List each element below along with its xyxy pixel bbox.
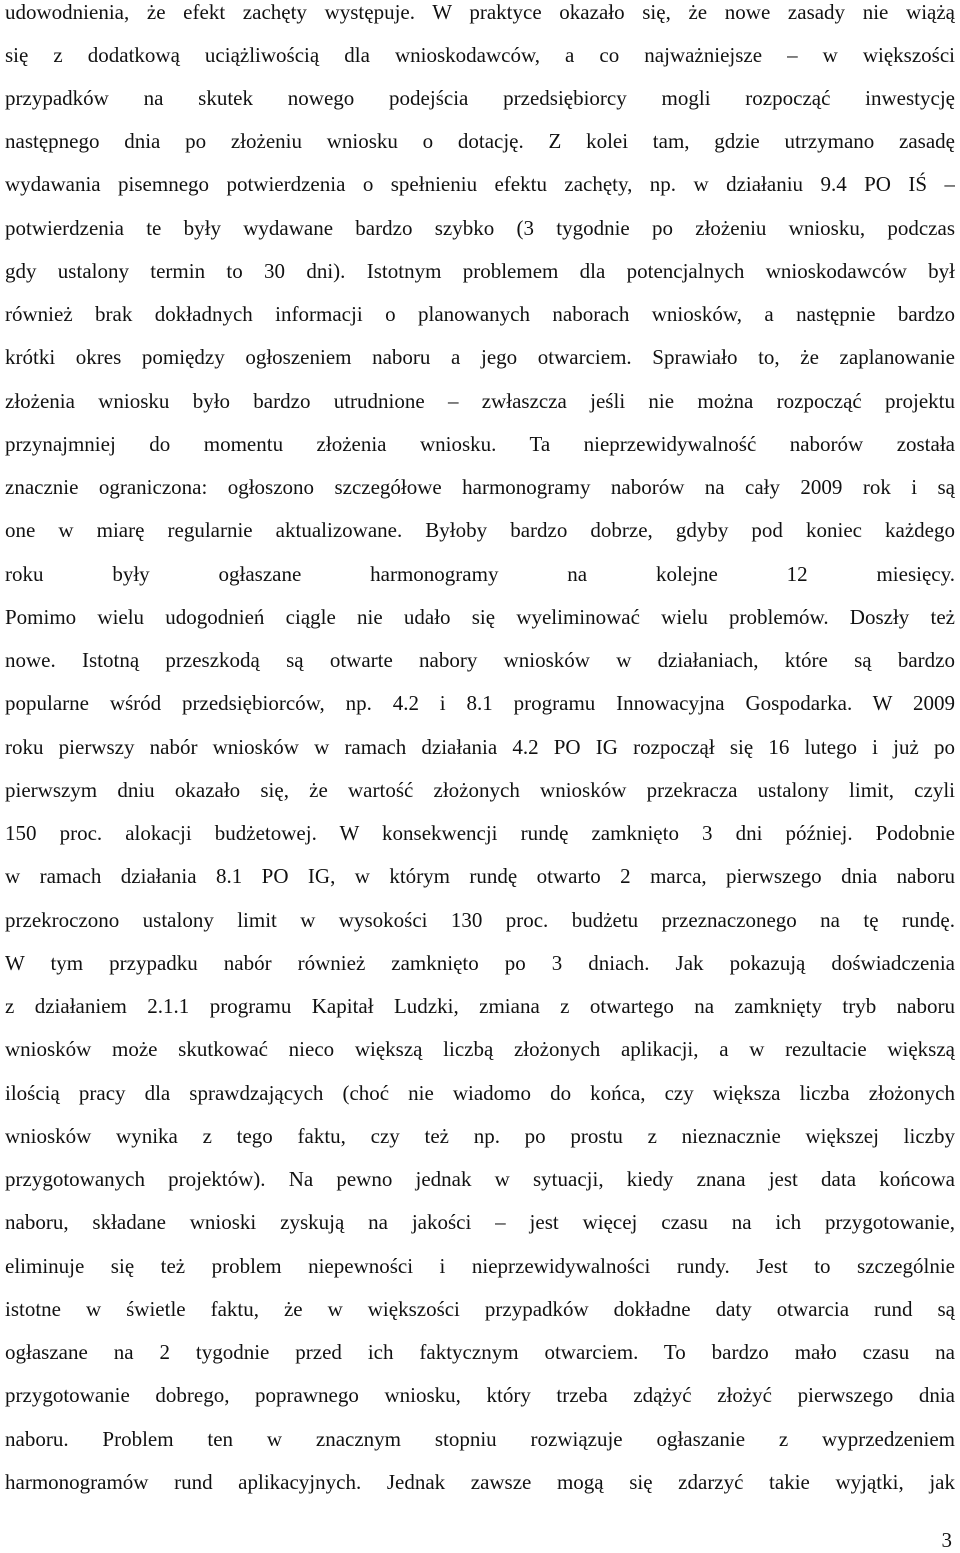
text-line: potwierdzenia te były wydawane bardzo szybko (3 tygodnie po złożeniu wniosku, podczas xyxy=(5,216,955,240)
text-line: harmonogramów rund aplikacyjnych. Jednak zawsze mogą się zdarzyć takie wyjątki, jak xyxy=(5,1470,955,1494)
text-line: roku były ogłaszane harmonogramy na kolejne 12 miesięcy. xyxy=(5,562,955,586)
text-line: przygotowanie dobrego, poprawnego wniosku, który trzeba zdążyć złożyć pierwszego dnia xyxy=(5,1383,955,1407)
text-line: istotne w świetle faktu, że w większości przypadków dokładne daty otwarcia rund są xyxy=(5,1297,955,1321)
text-line: przypadków na skutek nowego podejścia przedsiębiorcy mogli rozpocząć inwestycję xyxy=(5,86,955,110)
text-line: z działaniem 2.1.1 programu Kapitał Ludzki, zmiana z otwartego na zamknięty tryb naboru xyxy=(5,994,955,1018)
text-line: w ramach działania 8.1 PO IG, w którym rundę otwarto 2 marca, pierwszego dnia naboru xyxy=(5,864,955,888)
text-line: naboru, składane wnioski zyskują na jakości – jest więcej czasu na ich przygotowanie, xyxy=(5,1210,955,1234)
text-line: ilością pracy dla sprawdzających (choć nie wiadomo do końca, czy większa liczba złożonych xyxy=(5,1081,955,1105)
text-line: eliminuje się też problem niepewności i nieprzewidywalności rundy. Jest to szczególnie xyxy=(5,1254,955,1278)
text-line: ogłaszane na 2 tygodnie przed ich faktycznym otwarciem. To bardzo mało czasu na xyxy=(5,1340,955,1364)
text-line: pierwszym dniu okazało się, że wartość złożonych wniosków przekracza ustalony limit, czyli xyxy=(5,778,955,802)
text-line: również brak dokładnych informacji o planowanych naborach wniosków, a następnie bardzo xyxy=(5,302,955,326)
text-line: przygotowanych projektów). Na pewno jednak w sytuacji, kiedy znana jest data końcowa xyxy=(5,1167,955,1191)
text-line: popularne wśród przedsiębiorców, np. 4.2 i 8.1 programu Innowacyjna Gospodarka. W 2009 xyxy=(5,691,955,715)
page-number: 3 xyxy=(941,1528,952,1552)
text-line: się z dodatkową uciążliwością dla wnioskodawców, a co najważniejsze – w większości xyxy=(5,43,955,67)
text-line: wniosków wynika z tego faktu, czy też np. po prostu z nieznacznie większej liczby xyxy=(5,1124,955,1148)
text-line: Pomimo wielu udogodnień ciągle nie udało się wyeliminować wielu problemów. Doszły też xyxy=(5,605,955,629)
text-line: krótki okres pomiędzy ogłoszeniem naboru a jego otwarciem. Sprawiało to, że zaplanowanie xyxy=(5,345,955,369)
text-line: wydawania pisemnego potwierdzenia o spełnieniu efektu zachęty, np. w działaniu 9.4 PO IŚ – xyxy=(5,172,955,196)
text-line: przekroczono ustalony limit w wysokości 130 proc. budżetu przeznaczonego na tę rundę. xyxy=(5,908,955,932)
text-line: gdy ustalony termin to 30 dni). Istotnym problemem dla potencjalnych wnioskodawców był xyxy=(5,259,955,283)
text-line: one w miarę regularnie aktualizowane. Byłoby bardzo dobrze, gdyby pod koniec każdego xyxy=(5,518,955,542)
text-line: udowodnienia, że efekt zachęty występuje. W praktyce okazało się, że nowe zasady nie wiążą xyxy=(5,0,955,24)
text-line: 150 proc. alokacji budżetowej. W konsekwencji rundę zamknięto 3 dni później. Podobnie xyxy=(5,821,955,845)
text-line: znacznie ograniczona: ogłoszono szczegółowe harmonogramy naborów na cały 2009 rok i są xyxy=(5,475,955,499)
text-line: złożenia wniosku było bardzo utrudnione – zwłaszcza jeśli nie można rozpocząć projektu xyxy=(5,389,955,413)
text-line: następnego dnia po złożeniu wniosku o dotację. Z kolei tam, gdzie utrzymano zasadę xyxy=(5,129,955,153)
text-line: nowe. Istotną przeszkodą są otwarte nabory wniosków w działaniach, które są bardzo xyxy=(5,648,955,672)
text-line: roku pierwszy nabór wniosków w ramach działania 4.2 PO IG rozpoczął się 16 lutego i już po xyxy=(5,735,955,759)
text-line: W tym przypadku nabór również zamknięto po 3 dniach. Jak pokazują doświadczenia xyxy=(5,951,955,975)
text-line: przynajmniej do momentu złożenia wniosku. Ta nieprzewidywalność naborów została xyxy=(5,432,955,456)
text-line: naboru. Problem ten w znacznym stopniu rozwiązuje ogłaszanie z wyprzedzeniem xyxy=(5,1427,955,1451)
text-line: wniosków może skutkować nieco większą liczbą złożonych aplikacji, a w rezultacie większą xyxy=(5,1037,955,1061)
